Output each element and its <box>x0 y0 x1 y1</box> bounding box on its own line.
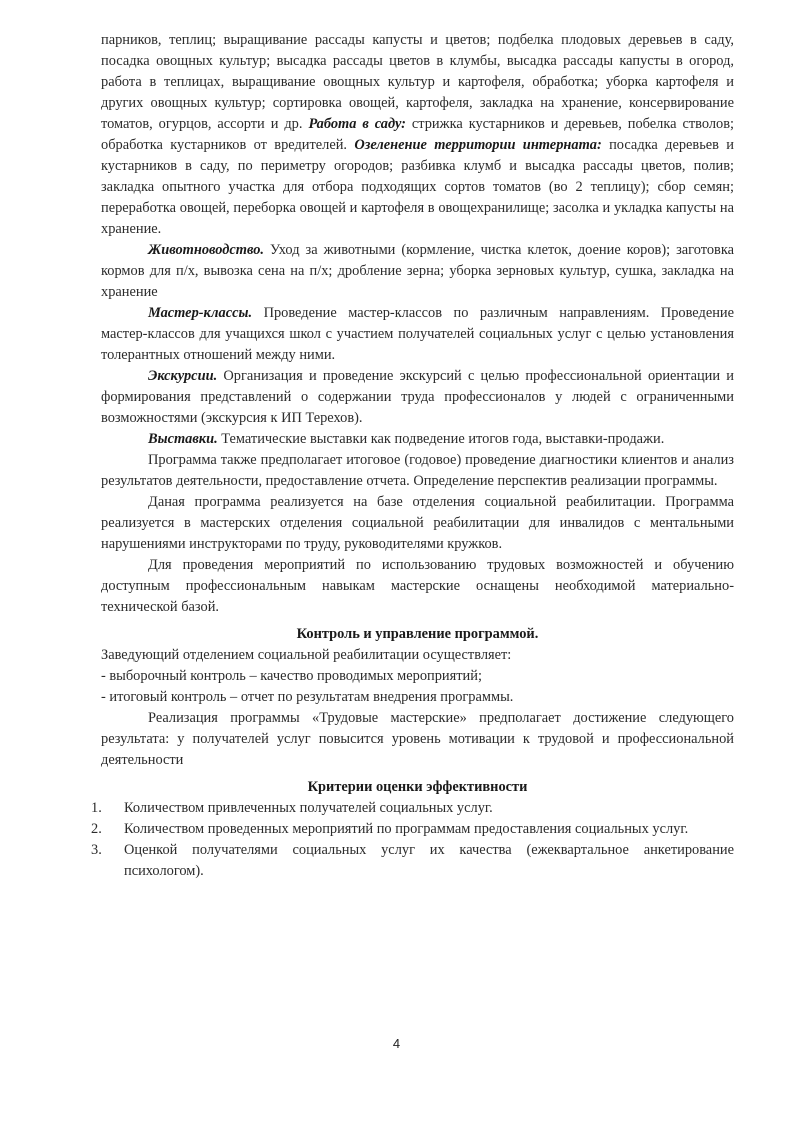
paragraph-text: Тематические выставки как подведение итогов года, выставки-продажи. <box>217 431 665 447</box>
section-heading-control: Контроль и управление программой. <box>296 626 539 642</box>
paragraph-excursions <box>101 366 734 429</box>
paragraph-lead: Животноводство. <box>148 242 265 258</box>
paragraph-text: Проведение мастер-классов по различным направлениям. Проведение мастер-классов для учащихся школ с участием получателей социальных услуг с целью установления толерантных отношений между ними. <box>101 305 734 363</box>
paragraph-livestock <box>101 240 734 303</box>
list-item-text: Количеством привлеченных получателей социальных услуг. <box>124 800 493 816</box>
control-item-final: - итоговый контроль – отчет по результатам внедрения программы. <box>101 689 514 705</box>
list-item <box>91 840 734 882</box>
list-item <box>91 819 734 840</box>
criteria-list <box>91 798 734 882</box>
page-content <box>91 30 735 882</box>
paragraph-equipment <box>101 555 734 618</box>
paragraph-lead: Мастер-классы. <box>148 305 253 321</box>
list-item <box>91 798 734 819</box>
paragraph-text: посадка деревьев и кустарников в саду, по периметру огородов; разбивка клумб и высадка рассады цветов, полив; закладка опытного участка для отбора подходящих сортов томатов (во 2 теплицу); сбор семян; переработка овощей, переборка овощей и картофеля в овощехранилище; засолка и укладка капусты на хранение. <box>101 137 735 237</box>
list-item-number: 1. <box>91 800 102 816</box>
section-heading-criteria: Критерии оценки эффективности <box>307 779 528 795</box>
paragraph-program-base <box>101 492 734 555</box>
paragraph-text: Организация и проведение экскурсий с целью профессиональной ориентации и формирования представлений о содержании труда профессионалов у людей с ограниченными возможностями (экскурсия к ИП Терехов). <box>101 368 734 426</box>
paragraph-text: Даная программа реализуется на базе отделения социальной реабилитации. Программа реализуется в мастерских отделения социальной реабилитации для инвалидов с ментальными нарушениями инструкторами по труду, руководителями кружков. <box>101 494 734 552</box>
list-item-text: Количеством проведенных мероприятий по программам предоставления социальных услуг. <box>124 821 689 837</box>
paragraph-lead-garden: Работа в саду: <box>308 116 406 132</box>
paragraph-lead-landscaping: Озеленение территории интерната: <box>354 137 602 153</box>
paragraph-expected-result: Реализация программы «Трудовые мастерские» предполагает достижение следующего результата: у получателей услуг повысится уровень мотивации к трудовой и профессиональной деятельности <box>101 710 734 768</box>
list-item-number: 3. <box>91 842 102 858</box>
paragraph-text: парников, теплиц; выращивание рассады капусты и цветов; подбелка плодовых деревьев в саду, посадка овощных культур; высадка рассады цветов в клумбы, высадка рассады капусты в огород, работа в теплицах, выращивание овощных культур и картофеля, обработка; уборка картофеля и других овощных культур; сортировка овощей, картофеля, закладка на хранение, консервирование томатов, огурцов, ассорти и др. <box>101 32 734 132</box>
control-intro: Заведующий отделением социальной реабилитации осуществляет: <box>101 647 512 663</box>
paragraph-text: Для проведения мероприятий по использованию трудовых возможностей и обучению доступным профессиональным навыкам мастерские оснащены необходимой материально-технической базой. <box>101 557 734 615</box>
paragraph-diagnostics <box>101 450 734 492</box>
list-item-number: 2. <box>91 821 102 837</box>
paragraph-text: стрижка кустарников и деревьев, побелка стволов; обработка кустарников от вредителей. <box>101 116 734 153</box>
page-number: 4 <box>392 1036 401 1051</box>
paragraph-lead: Выставки. <box>148 431 218 447</box>
control-item-selective: - выборочный контроль – качество проводимых мероприятий; <box>101 668 482 684</box>
paragraph-master-classes <box>101 303 734 366</box>
paragraph-agriculture <box>101 30 734 240</box>
list-item-text: Оценкой получателями социальных услуг их качества (ежеквартальное анкетирование психологом). <box>124 842 734 879</box>
paragraph-text: Уход за животными (кормление, чистка клеток, доение коров); заготовка кормов для п/х, вывозка сена на п/х; дробление зерна; уборка зерновых культур, сушка, закладка на хранение <box>101 242 734 300</box>
paragraph-lead: Экскурсии. <box>148 368 218 384</box>
paragraph-text: Программа также предполагает итоговое (годовое) проведение диагностики клиентов и анализ результатов деятельности, предоставление отчета. Определение перспектив реализации программы. <box>101 452 734 489</box>
paragraph-exhibitions <box>101 429 734 450</box>
